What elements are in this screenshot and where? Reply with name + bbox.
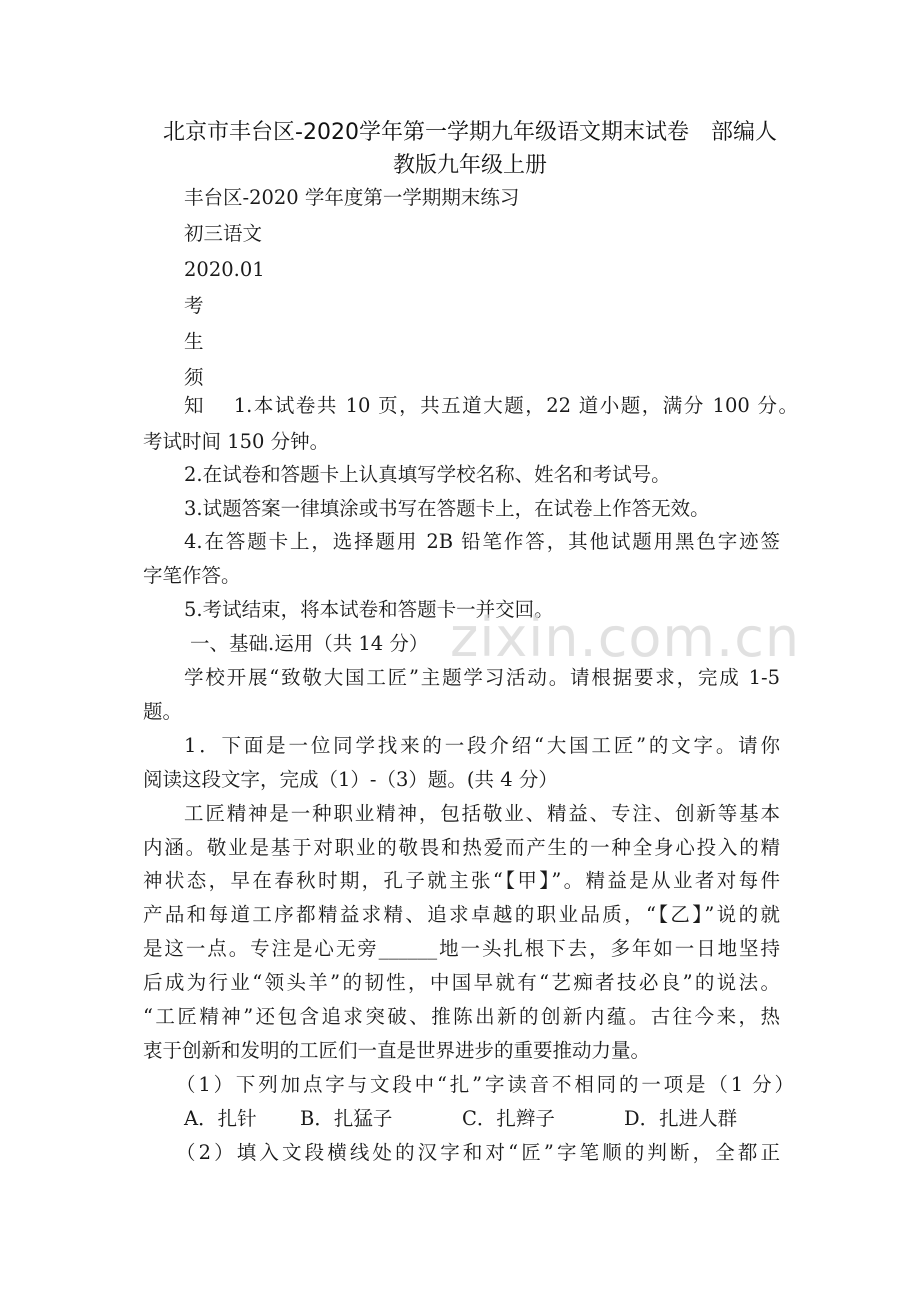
passage-line-5: 是这一点。专注是心无旁______地一头扎根下去，多年如一日地坚持 <box>143 937 780 960</box>
title-line-2: 教版九年级上册 <box>392 153 547 178</box>
notice-char-2: 生 <box>184 330 204 353</box>
notice-item-2: 2.在试卷和答题卡上认真填写学校名称、姓名和考试号。 <box>184 463 671 486</box>
exam-date: 2020.01 <box>184 258 265 281</box>
passage-line-1: 工匠精神是一种职业精神，包括敬业、精益、专注、创新等基本 <box>184 802 780 825</box>
passage-line-3: 神状态，早在春秋时期，孔子就主张“【甲】”。精益是从业者对每件 <box>143 869 780 892</box>
intro-line-2: 题。 <box>143 700 183 723</box>
subtitle: 丰台区-2020 学年度第一学期期末练习 <box>184 186 520 209</box>
option-d: D．扎进人群 <box>624 1107 738 1130</box>
question-1-line-2: 阅读这段文字，完成（1）-（3）题。(共 4 分） <box>143 768 558 791</box>
notice-item-5: 5.考试结束，将本试卷和答题卡一并交回。 <box>184 598 554 621</box>
notice-item-1-line-2: 考试时间 150 分钟。 <box>143 430 330 453</box>
notice-item-4-line-2: 字笔作答。 <box>143 564 241 587</box>
sub-question-2: （2）填入文段横线处的汉字和对“匠”字笔顺的判断，全都正 <box>176 1141 780 1164</box>
section-1-heading: 一、基础.运用（共 14 分） <box>190 632 429 655</box>
passage-line-2: 内涵。敬业是基于对职业的敬畏和热爱而产生的一种全身心投入的精 <box>143 836 780 859</box>
document-title <box>150 116 790 182</box>
intro-line-1: 学校开展“致敬大国工匠”主题学习活动。请根据要求，完成 1-5 <box>184 666 780 689</box>
passage-line-4: 产品和每道工序都精益求精、追求卓越的职业品质，“【乙】”说的就 <box>143 903 780 926</box>
option-a: A．扎针 <box>184 1107 257 1130</box>
subject: 初三语文 <box>184 222 263 245</box>
sub-question-1: （1）下列加点字与文段中“扎”字读音不相同的一项是（1 分） <box>176 1073 794 1096</box>
title-line-1: 北京市丰台区-2020学年第一学期九年级语文期末试卷 部编人 <box>163 120 777 145</box>
passage-line-7: “工匠精神”还包含追求突破、推陈出新的创新内蕴。古往今来，热 <box>143 1005 780 1028</box>
notice-item-3: 3.试题答案一律填涂或书写在答题卡上，在试卷上作答无效。 <box>184 497 710 520</box>
notice-item-1-line-1: 知 1.本试卷共 10 页，共五道大题，22 道小题，满分 100 分。 <box>184 394 798 417</box>
question-1-line-1: 1．下面是一位同学找来的一段介绍“大国工匠”的文字。请你 <box>184 734 780 757</box>
notice-char-3: 须 <box>184 366 204 389</box>
option-c: C．扎辫子 <box>462 1107 555 1130</box>
passage-line-6: 后成为行业“领头羊”的韧性，中国早就有“艺痴者技必良”的说法。 <box>143 971 780 994</box>
option-b: B．扎猛子 <box>300 1107 393 1130</box>
passage-line-8: 衷于创新和发明的工匠们一直是世界进步的重要推动力量。 <box>143 1039 651 1062</box>
watermark: zixin.com.cn <box>450 606 801 669</box>
notice-item-4-line-1: 4.在答题卡上，选择题用 2B 铅笔作答，其他试题用黑色字迹签 <box>184 530 780 553</box>
notice-char-1: 考 <box>184 294 204 317</box>
